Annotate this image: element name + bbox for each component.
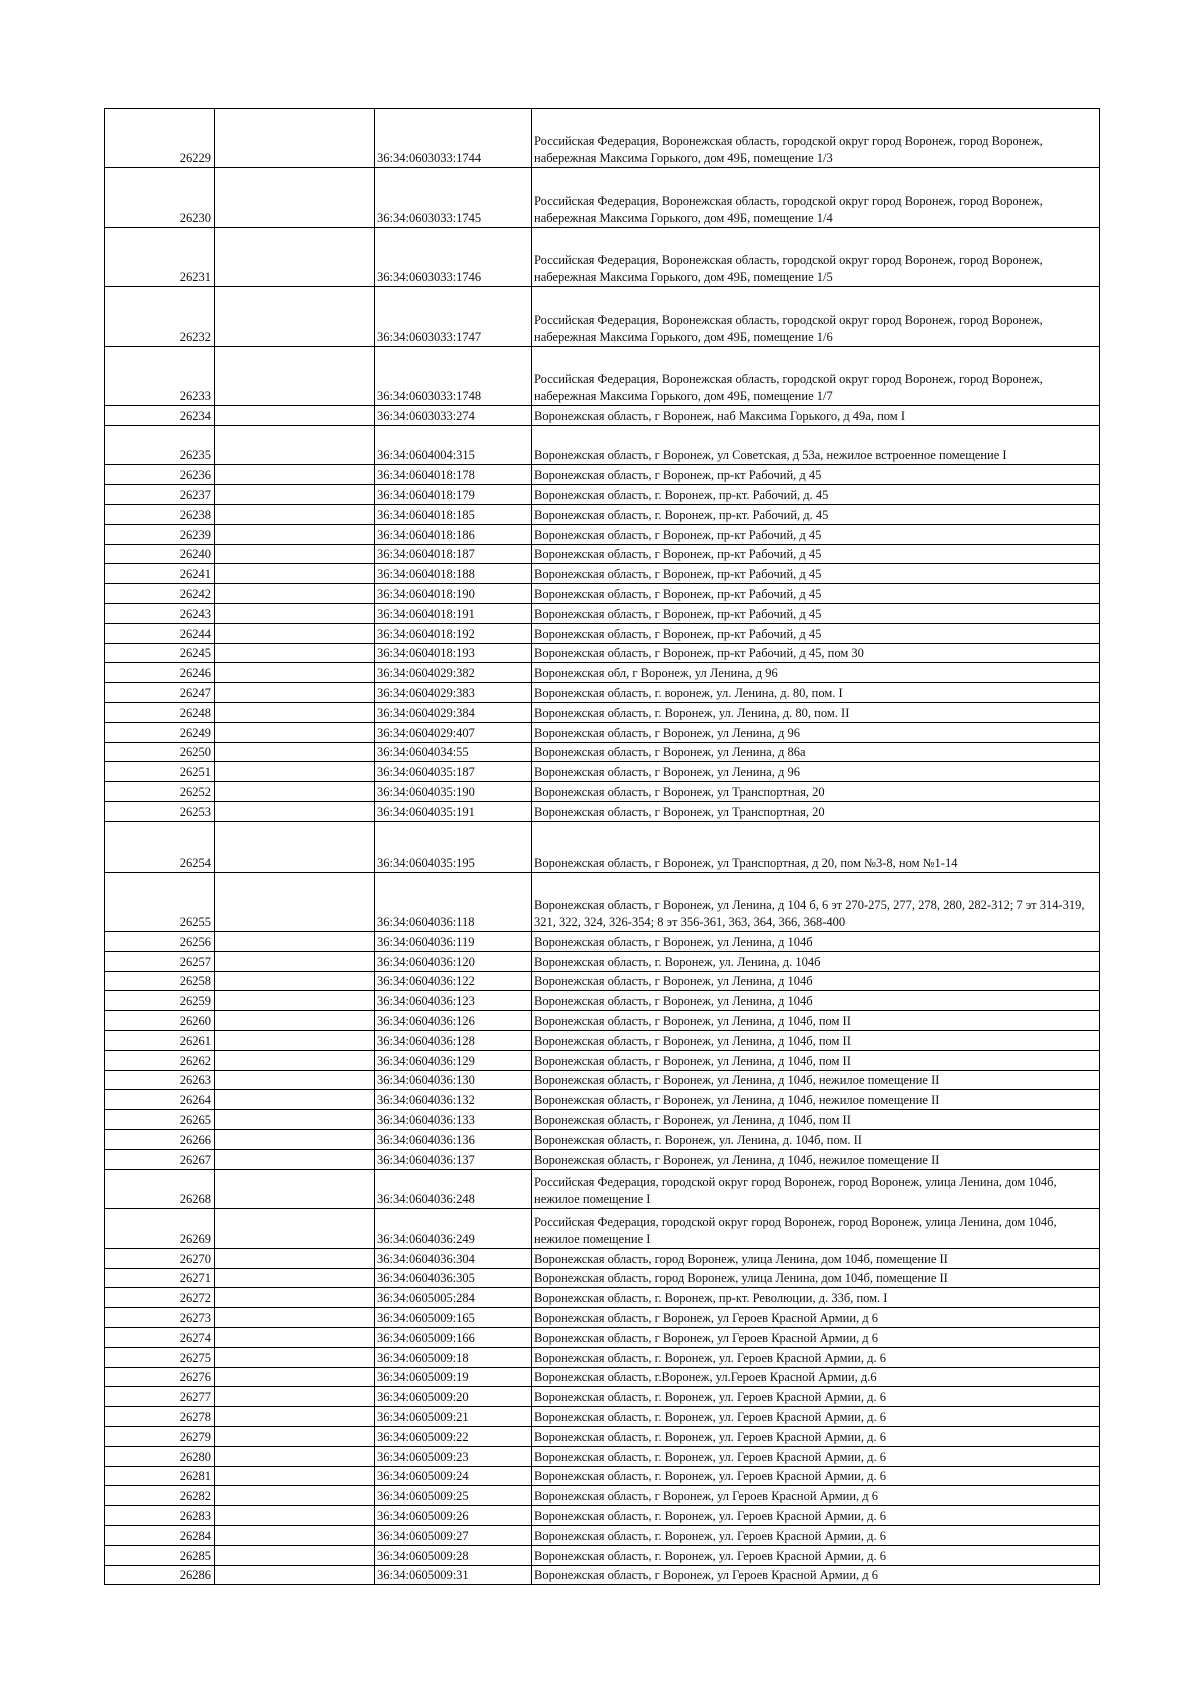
cadastral-number-cell: 36:34:0604036:304 — [375, 1248, 532, 1268]
address-cell: Воронежская область, г. Воронеж, ул. Ленина, д. 104б — [532, 951, 1100, 971]
row-number-cell: 26230 — [105, 168, 215, 227]
table-row — [105, 425, 1100, 465]
row-number-cell: 26256 — [105, 932, 215, 952]
address-cell: Воронежская область, г Воронеж, ул Ленина, д 104б — [532, 971, 1100, 991]
cadastral-number-cell: 36:34:0604018:191 — [375, 603, 532, 623]
cadastral-number-cell: 36:34:0604018:178 — [375, 465, 532, 485]
empty-cell — [215, 683, 375, 703]
table-row — [105, 683, 1100, 703]
address-cell: Российская Федерация, Воронежская область, городской округ город Воронеж, город Воронеж, набережная Максима Горького, дом 49Б, помещение 1/6 — [532, 287, 1100, 346]
empty-cell — [215, 584, 375, 604]
address-cell: Воронежская область, г. Воронеж, пр-кт. Революции, д. 33б, пом. I — [532, 1288, 1100, 1308]
address-cell: Воронежская область, г Воронеж, ул Героев Красной Армии, д 6 — [532, 1328, 1100, 1348]
cadastral-number-cell: 36:34:0603033:274 — [375, 405, 532, 425]
address-cell: Воронежская область, г. Воронеж, пр-кт. Рабочий, д. 45 — [532, 504, 1100, 524]
table-row — [105, 544, 1100, 564]
row-number-cell: 26239 — [105, 524, 215, 544]
address-cell: Воронежская область, г Воронеж, пр-кт Рабочий, д 45 — [532, 524, 1100, 544]
table-row — [105, 346, 1100, 405]
table-row — [105, 1209, 1100, 1249]
empty-cell — [215, 1565, 375, 1585]
row-number-cell: 26252 — [105, 782, 215, 802]
table-row — [105, 801, 1100, 821]
empty-cell — [215, 425, 375, 465]
empty-cell — [215, 109, 375, 168]
table-row — [105, 1545, 1100, 1565]
row-number-cell: 26266 — [105, 1130, 215, 1150]
table-row — [105, 1050, 1100, 1070]
empty-cell — [215, 504, 375, 524]
cadastral-number-cell: 36:34:0604018:193 — [375, 643, 532, 663]
address-cell: Российская Федерация, городской округ город Воронеж, город Воронеж, улица Ленина, дом 104б, нежилое помещение I — [532, 1169, 1100, 1209]
empty-cell — [215, 1011, 375, 1031]
row-number-cell: 26275 — [105, 1347, 215, 1367]
row-number-cell: 26267 — [105, 1149, 215, 1169]
empty-cell — [215, 722, 375, 742]
table-row — [105, 932, 1100, 952]
address-cell: Воронежская область, г Воронеж, ул Ленина, д 86а — [532, 742, 1100, 762]
address-cell: Воронежская область, г Воронеж, ул Ленина, д 104б, нежилое помещение II — [532, 1149, 1100, 1169]
cadastral-number-cell: 36:34:0604018:179 — [375, 485, 532, 505]
cadastral-number-cell: 36:34:0603033:1745 — [375, 168, 532, 227]
cadastral-number-cell: 36:34:0603033:1748 — [375, 346, 532, 405]
row-number-cell: 26263 — [105, 1070, 215, 1090]
address-cell: Воронежская область, г. Воронеж, ул. Героев Красной Армии, д. 6 — [532, 1347, 1100, 1367]
row-number-cell: 26241 — [105, 564, 215, 584]
address-cell: Воронежская область, г. Воронеж, ул. Героев Красной Армии, д. 6 — [532, 1387, 1100, 1407]
empty-cell — [215, 544, 375, 564]
table-row — [105, 872, 1100, 931]
row-number-cell: 26286 — [105, 1565, 215, 1585]
cadastral-number-cell: 36:34:0604018:190 — [375, 584, 532, 604]
cadastral-number-cell: 36:34:0604036:132 — [375, 1090, 532, 1110]
cadastral-number-cell: 36:34:0604036:136 — [375, 1130, 532, 1150]
cadastral-number-cell: 36:34:0605009:18 — [375, 1347, 532, 1367]
cadastral-number-cell: 36:34:0604036:118 — [375, 872, 532, 931]
empty-cell — [215, 1308, 375, 1328]
cadastral-number-cell: 36:34:0604034:55 — [375, 742, 532, 762]
table-row — [105, 1486, 1100, 1506]
empty-cell — [215, 524, 375, 544]
address-cell: Воронежская область, г Воронеж, ул Ленина, д 104б, нежилое помещение II — [532, 1070, 1100, 1090]
table-row — [105, 227, 1100, 286]
row-number-cell: 26248 — [105, 702, 215, 722]
table-row — [105, 1387, 1100, 1407]
cadastral-number-cell: 36:34:0604036:128 — [375, 1031, 532, 1051]
cadastral-number-cell: 36:34:0605009:26 — [375, 1506, 532, 1526]
cadastral-number-cell: 36:34:0604018:188 — [375, 564, 532, 584]
table-row — [105, 722, 1100, 742]
address-cell: Воронежская область, г. Воронеж, ул. Героев Красной Армии, д. 6 — [532, 1407, 1100, 1427]
cadastral-number-cell: 36:34:0604036:248 — [375, 1169, 532, 1209]
table-row — [105, 702, 1100, 722]
row-number-cell: 26279 — [105, 1427, 215, 1447]
table-row — [105, 1149, 1100, 1169]
table-row — [105, 742, 1100, 762]
address-cell: Воронежская область, г. Воронеж, ул. Героев Красной Армии, д. 6 — [532, 1446, 1100, 1466]
cadastral-number-cell: 36:34:0605009:31 — [375, 1565, 532, 1585]
cadastral-number-cell: 36:34:0605009:166 — [375, 1328, 532, 1348]
empty-cell — [215, 603, 375, 623]
empty-cell — [215, 564, 375, 584]
empty-cell — [215, 1367, 375, 1387]
address-cell: Воронежская область, г Воронеж, ул Ленина, д 96 — [532, 762, 1100, 782]
cadastral-number-cell: 36:34:0604004:315 — [375, 425, 532, 465]
table-row — [105, 971, 1100, 991]
address-cell: Воронежская область, г.Воронеж, ул.Героев Красной Армии, д.6 — [532, 1367, 1100, 1387]
empty-cell — [215, 643, 375, 663]
address-cell: Воронежская область, г Воронеж, наб Максима Горького, д 49а, пом I — [532, 405, 1100, 425]
cadastral-number-cell: 36:34:0603033:1744 — [375, 109, 532, 168]
address-cell: Воронежская область, город Воронеж, улица Ленина, дом 104б, помещение II — [532, 1248, 1100, 1268]
table-row — [105, 1565, 1100, 1585]
address-cell: Воронежская область, г Воронеж, ул Ленина, д 104б — [532, 991, 1100, 1011]
row-number-cell: 26238 — [105, 504, 215, 524]
row-number-cell: 26265 — [105, 1110, 215, 1130]
table-row — [105, 1248, 1100, 1268]
cadastral-number-cell: 36:34:0605005:284 — [375, 1288, 532, 1308]
empty-cell — [215, 1169, 375, 1209]
table-row — [105, 1525, 1100, 1545]
empty-cell — [215, 872, 375, 931]
empty-cell — [215, 465, 375, 485]
empty-cell — [215, 168, 375, 227]
empty-cell — [215, 346, 375, 405]
table-row — [105, 1308, 1100, 1328]
address-cell: Воронежская область, г Воронеж, ул Транспортная, д 20, пом №3-8, ном №1-14 — [532, 821, 1100, 872]
row-number-cell: 26250 — [105, 742, 215, 762]
table-row — [105, 1367, 1100, 1387]
table-row — [105, 1169, 1100, 1209]
row-number-cell: 26259 — [105, 991, 215, 1011]
row-number-cell: 26276 — [105, 1367, 215, 1387]
cadastral-number-cell: 36:34:0605009:25 — [375, 1486, 532, 1506]
address-cell: Воронежская область, г. Воронеж, пр-кт. Рабочий, д. 45 — [532, 485, 1100, 505]
table-row — [105, 564, 1100, 584]
cadastral-number-cell: 36:34:0603033:1747 — [375, 287, 532, 346]
cadastral-number-cell: 36:34:0604018:187 — [375, 544, 532, 564]
row-number-cell: 26271 — [105, 1268, 215, 1288]
row-number-cell: 26268 — [105, 1169, 215, 1209]
empty-cell — [215, 782, 375, 802]
row-number-cell: 26272 — [105, 1288, 215, 1308]
table-row — [105, 991, 1100, 1011]
empty-cell — [215, 1149, 375, 1169]
empty-cell — [215, 1545, 375, 1565]
empty-cell — [215, 1130, 375, 1150]
table-row — [105, 1110, 1100, 1130]
address-cell: Воронежская область, г Воронеж, пр-кт Рабочий, д 45 — [532, 564, 1100, 584]
row-number-cell: 26273 — [105, 1308, 215, 1328]
row-number-cell: 26242 — [105, 584, 215, 604]
address-cell: Российская Федерация, городской округ город Воронеж, город Воронеж, улица Ленина, дом 104б, нежилое помещение I — [532, 1209, 1100, 1249]
cadastral-number-cell: 36:34:0604036:122 — [375, 971, 532, 991]
table-row — [105, 1466, 1100, 1486]
cadastral-number-cell: 36:34:0604018:192 — [375, 623, 532, 643]
cadastral-number-cell: 36:34:0604035:187 — [375, 762, 532, 782]
empty-cell — [215, 1090, 375, 1110]
cadastral-number-cell: 36:34:0604036:137 — [375, 1149, 532, 1169]
table-row — [105, 643, 1100, 663]
table-row — [105, 168, 1100, 227]
row-number-cell: 26281 — [105, 1466, 215, 1486]
row-number-cell: 26264 — [105, 1090, 215, 1110]
table-row — [105, 1427, 1100, 1447]
cadastral-number-cell: 36:34:0605009:28 — [375, 1545, 532, 1565]
cadastral-number-cell: 36:34:0605009:21 — [375, 1407, 532, 1427]
cadastral-number-cell: 36:34:0605009:24 — [375, 1466, 532, 1486]
row-number-cell: 26235 — [105, 425, 215, 465]
cadastral-number-cell: 36:34:0605009:23 — [375, 1446, 532, 1466]
row-number-cell: 26262 — [105, 1050, 215, 1070]
cadastral-number-cell: 36:34:0604035:191 — [375, 801, 532, 821]
empty-cell — [215, 742, 375, 762]
empty-cell — [215, 1248, 375, 1268]
table-row — [105, 1506, 1100, 1526]
cadastral-number-cell: 36:34:0605009:165 — [375, 1308, 532, 1328]
table-row — [105, 1090, 1100, 1110]
cadastral-number-cell: 36:34:0604018:185 — [375, 504, 532, 524]
empty-cell — [215, 932, 375, 952]
empty-cell — [215, 1486, 375, 1506]
row-number-cell: 26229 — [105, 109, 215, 168]
address-cell: Воронежская область, г Воронеж, ул Советская, д 53а, нежилое встроенное помещение I — [532, 425, 1100, 465]
address-cell: Российская Федерация, Воронежская область, городской округ город Воронеж, город Воронеж, набережная Максима Горького, дом 49Б, помещение 1/5 — [532, 227, 1100, 286]
row-number-cell: 26232 — [105, 287, 215, 346]
row-number-cell: 26255 — [105, 872, 215, 931]
address-cell: Воронежская область, г Воронеж, ул Ленина, д 104б, пом II — [532, 1110, 1100, 1130]
empty-cell — [215, 663, 375, 683]
row-number-cell: 26231 — [105, 227, 215, 286]
table-row — [105, 1347, 1100, 1367]
row-number-cell: 26234 — [105, 405, 215, 425]
empty-cell — [215, 1209, 375, 1249]
address-cell: Воронежская область, г Воронеж, ул Героев Красной Армии, д 6 — [532, 1308, 1100, 1328]
empty-cell — [215, 287, 375, 346]
empty-cell — [215, 485, 375, 505]
registry-table-body — [105, 109, 1100, 1585]
table-row — [105, 1407, 1100, 1427]
empty-cell — [215, 1268, 375, 1288]
empty-cell — [215, 1446, 375, 1466]
row-number-cell: 26283 — [105, 1506, 215, 1526]
row-number-cell: 26270 — [105, 1248, 215, 1268]
cadastral-number-cell: 36:34:0604018:186 — [375, 524, 532, 544]
row-number-cell: 26245 — [105, 643, 215, 663]
address-cell: Воронежская область, г Воронеж, пр-кт Рабочий, д 45, пом 30 — [532, 643, 1100, 663]
row-number-cell: 26274 — [105, 1328, 215, 1348]
row-number-cell: 26233 — [105, 346, 215, 405]
cadastral-number-cell: 36:34:0605009:27 — [375, 1525, 532, 1545]
empty-cell — [215, 821, 375, 872]
empty-cell — [215, 1347, 375, 1367]
empty-cell — [215, 227, 375, 286]
table-row — [105, 584, 1100, 604]
cadastral-number-cell: 36:34:0604035:190 — [375, 782, 532, 802]
row-number-cell: 26258 — [105, 971, 215, 991]
empty-cell — [215, 702, 375, 722]
empty-cell — [215, 1110, 375, 1130]
cadastral-number-cell: 36:34:0605009:22 — [375, 1427, 532, 1447]
row-number-cell: 26261 — [105, 1031, 215, 1051]
address-cell: Воронежская область, г. Воронеж, ул. Героев Красной Армии, д. 6 — [532, 1545, 1100, 1565]
property-registry-table — [104, 108, 1100, 1585]
table-row — [105, 951, 1100, 971]
address-cell: Российская Федерация, Воронежская область, городской округ город Воронеж, город Воронеж, набережная Максима Горького, дом 49Б, помещение 1/4 — [532, 168, 1100, 227]
table-row — [105, 1446, 1100, 1466]
table-row — [105, 287, 1100, 346]
row-number-cell: 26236 — [105, 465, 215, 485]
row-number-cell: 26237 — [105, 485, 215, 505]
table-row — [105, 623, 1100, 643]
address-cell: Воронежская область, г. Воронеж, ул. Героев Красной Армии, д. 6 — [532, 1466, 1100, 1486]
cadastral-number-cell: 36:34:0605009:19 — [375, 1367, 532, 1387]
empty-cell — [215, 1407, 375, 1427]
row-number-cell: 26243 — [105, 603, 215, 623]
row-number-cell: 26249 — [105, 722, 215, 742]
cadastral-number-cell: 36:34:0604029:383 — [375, 683, 532, 703]
address-cell: Воронежская область, г Воронеж, ул Транспортная, 20 — [532, 782, 1100, 802]
row-number-cell: 26257 — [105, 951, 215, 971]
row-number-cell: 26253 — [105, 801, 215, 821]
address-cell: Воронежская обл, г Воронеж, ул Ленина, д 96 — [532, 663, 1100, 683]
address-cell: Воронежская область, г Воронеж, ул Транспортная, 20 — [532, 801, 1100, 821]
cadastral-number-cell: 36:34:0604036:119 — [375, 932, 532, 952]
row-number-cell: 26282 — [105, 1486, 215, 1506]
address-cell: Воронежская область, г Воронеж, ул Ленина, д 104б — [532, 932, 1100, 952]
table-row — [105, 1011, 1100, 1031]
row-number-cell: 26284 — [105, 1525, 215, 1545]
table-row — [105, 504, 1100, 524]
table-row — [105, 782, 1100, 802]
empty-cell — [215, 1070, 375, 1090]
address-cell: Воронежская область, г Воронеж, пр-кт Рабочий, д 45 — [532, 465, 1100, 485]
row-number-cell: 26247 — [105, 683, 215, 703]
address-cell: Воронежская область, г Воронеж, пр-кт Рабочий, д 45 — [532, 623, 1100, 643]
table-row — [105, 821, 1100, 872]
empty-cell — [215, 1525, 375, 1545]
cadastral-number-cell: 36:34:0604036:120 — [375, 951, 532, 971]
address-cell: Воронежская область, г. Воронеж, ул. Героев Красной Армии, д. 6 — [532, 1525, 1100, 1545]
address-cell: Воронежская область, г. Воронеж, ул. Ленина, д. 104б, пом. II — [532, 1130, 1100, 1150]
address-cell: Воронежская область, г Воронеж, ул Ленина, д 104 б, 6 эт 270-275, 277, 278, 280, 282-312; 7 эт 314-319, 321, 322, 324, 326-354; 8 эт 356-361, 363, 364, 366, 368-400 — [532, 872, 1100, 931]
table-row — [105, 1288, 1100, 1308]
address-cell: Воронежская область, г Воронеж, ул Ленина, д 104б, пом II — [532, 1011, 1100, 1031]
cadastral-number-cell: 36:34:0604036:129 — [375, 1050, 532, 1070]
row-number-cell: 26285 — [105, 1545, 215, 1565]
table-row — [105, 1328, 1100, 1348]
row-number-cell: 26278 — [105, 1407, 215, 1427]
address-cell: Воронежская область, г Воронеж, пр-кт Рабочий, д 45 — [532, 603, 1100, 623]
address-cell: Воронежская область, г Воронеж, ул Ленина, д 104б, пом II — [532, 1031, 1100, 1051]
address-cell: Воронежская область, г Воронеж, пр-кт Рабочий, д 45 — [532, 584, 1100, 604]
empty-cell — [215, 1288, 375, 1308]
table-row — [105, 762, 1100, 782]
cadastral-number-cell: 36:34:0603033:1746 — [375, 227, 532, 286]
cadastral-number-cell: 36:34:0604029:407 — [375, 722, 532, 742]
empty-cell — [215, 1050, 375, 1070]
cadastral-number-cell: 36:34:0604036:305 — [375, 1268, 532, 1288]
empty-cell — [215, 1387, 375, 1407]
row-number-cell: 26260 — [105, 1011, 215, 1031]
row-number-cell: 26244 — [105, 623, 215, 643]
address-cell: Воронежская область, г Воронеж, ул Героев Красной Армии, д 6 — [532, 1486, 1100, 1506]
table-row — [105, 1130, 1100, 1150]
cadastral-number-cell: 36:34:0604029:382 — [375, 663, 532, 683]
row-number-cell: 26240 — [105, 544, 215, 564]
cadastral-number-cell: 36:34:0604029:384 — [375, 702, 532, 722]
table-row — [105, 465, 1100, 485]
cadastral-number-cell: 36:34:0605009:20 — [375, 1387, 532, 1407]
table-row — [105, 1070, 1100, 1090]
address-cell: Воронежская область, г. Воронеж, ул. Ленина, д. 80, пом. II — [532, 702, 1100, 722]
row-number-cell: 26254 — [105, 821, 215, 872]
empty-cell — [215, 623, 375, 643]
address-cell: Воронежская область, г Воронеж, ул Ленина, д 96 — [532, 722, 1100, 742]
table-row — [105, 485, 1100, 505]
empty-cell — [215, 1328, 375, 1348]
address-cell: Воронежская область, г Воронеж, ул Ленина, д 104б, пом II — [532, 1050, 1100, 1070]
address-cell: Воронежская область, г. воронеж, ул. Ленина, д. 80, пом. I — [532, 683, 1100, 703]
table-row — [105, 663, 1100, 683]
table-row — [105, 603, 1100, 623]
address-cell: Воронежская область, г. Воронеж, ул. Героев Красной Армии, д. 6 — [532, 1427, 1100, 1447]
address-cell: Воронежская область, г Воронеж, ул Героев Красной Армии, д 6 — [532, 1565, 1100, 1585]
table-row — [105, 109, 1100, 168]
address-cell: Воронежская область, г. Воронеж, ул. Героев Красной Армии, д. 6 — [532, 1506, 1100, 1526]
empty-cell — [215, 971, 375, 991]
empty-cell — [215, 405, 375, 425]
row-number-cell: 26269 — [105, 1209, 215, 1249]
empty-cell — [215, 1427, 375, 1447]
table-row — [105, 405, 1100, 425]
cadastral-number-cell: 36:34:0604036:130 — [375, 1070, 532, 1090]
empty-cell — [215, 762, 375, 782]
cadastral-number-cell: 36:34:0604036:249 — [375, 1209, 532, 1249]
empty-cell — [215, 951, 375, 971]
cadastral-number-cell: 36:34:0604035:195 — [375, 821, 532, 872]
empty-cell — [215, 1031, 375, 1051]
empty-cell — [215, 801, 375, 821]
address-cell: Российская Федерация, Воронежская область, городской округ город Воронеж, город Воронеж, набережная Максима Горького, дом 49Б, помещение 1/3 — [532, 109, 1100, 168]
row-number-cell: 26251 — [105, 762, 215, 782]
table-row — [105, 1031, 1100, 1051]
empty-cell — [215, 1466, 375, 1486]
address-cell: Воронежская область, город Воронеж, улица Ленина, дом 104б, помещение II — [532, 1268, 1100, 1288]
table-row — [105, 1268, 1100, 1288]
row-number-cell: 26280 — [105, 1446, 215, 1466]
table-row — [105, 524, 1100, 544]
row-number-cell: 26277 — [105, 1387, 215, 1407]
cadastral-number-cell: 36:34:0604036:126 — [375, 1011, 532, 1031]
cadastral-number-cell: 36:34:0604036:133 — [375, 1110, 532, 1130]
address-cell: Воронежская область, г Воронеж, ул Ленина, д 104б, нежилое помещение II — [532, 1090, 1100, 1110]
address-cell: Российская Федерация, Воронежская область, городской округ город Воронеж, город Воронеж, набережная Максима Горького, дом 49Б, помещение 1/7 — [532, 346, 1100, 405]
empty-cell — [215, 991, 375, 1011]
cadastral-number-cell: 36:34:0604036:123 — [375, 991, 532, 1011]
empty-cell — [215, 1506, 375, 1526]
row-number-cell: 26246 — [105, 663, 215, 683]
address-cell: Воронежская область, г Воронеж, пр-кт Рабочий, д 45 — [532, 544, 1100, 564]
